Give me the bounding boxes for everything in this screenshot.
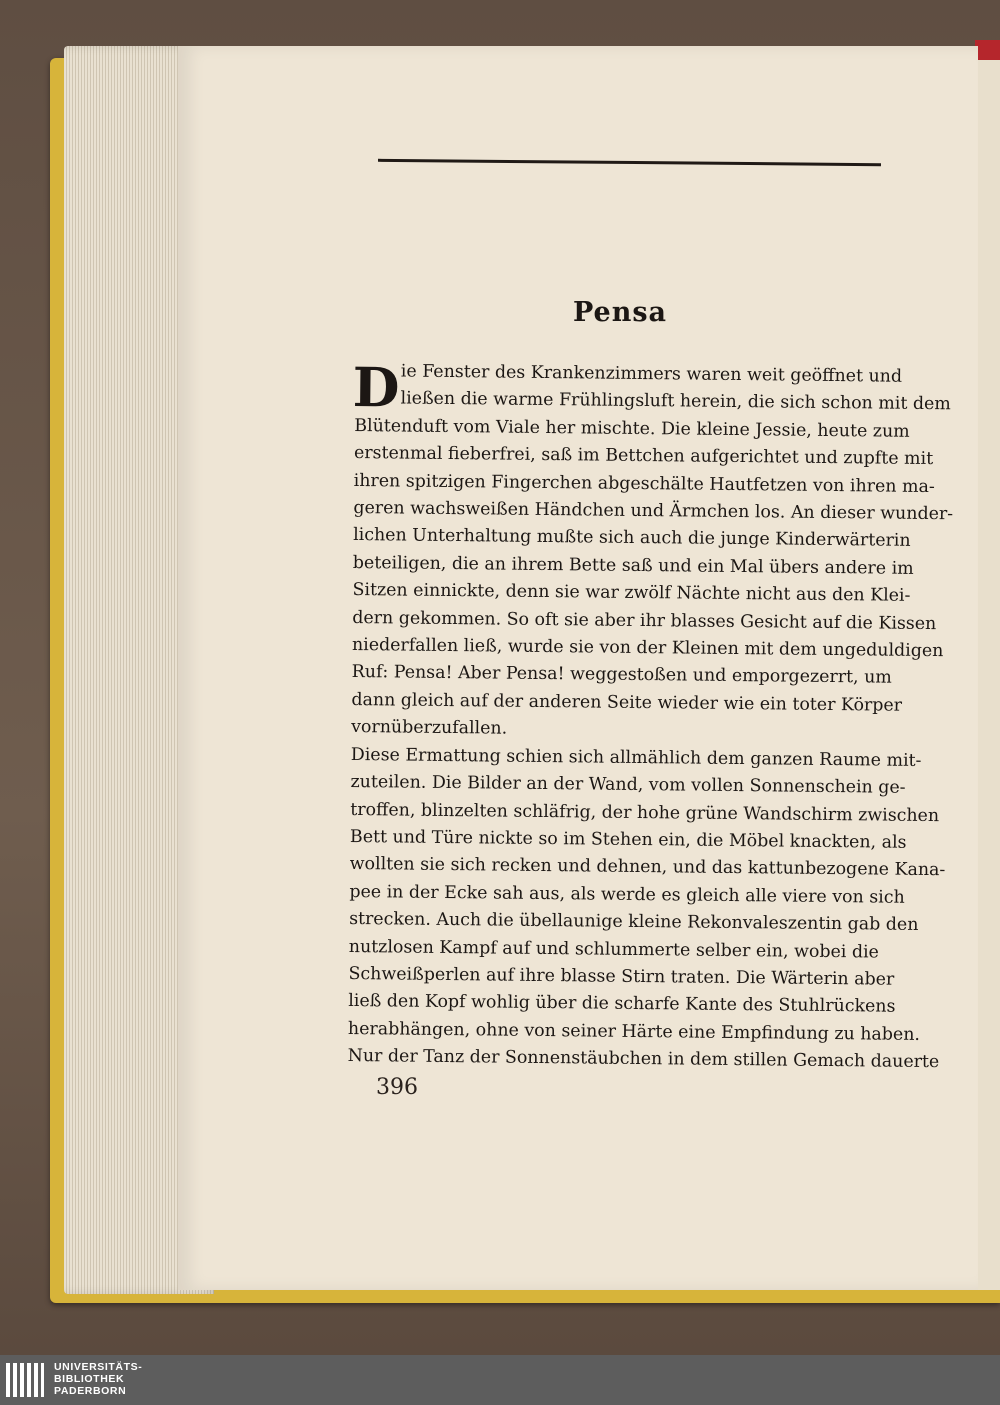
text-line: vornüberzufallen. (351, 717, 508, 739)
text-line: dann gleich auf der anderen Seite wieder wie ein toter Körper (351, 689, 903, 716)
text-line: Schweißperlen auf ihre blasse Stirn traten. Die Wärterin aber (348, 963, 895, 990)
text-line: zuteilen. Die Bilder an der Wand, vom vollen Sonnenschein ge- (350, 772, 906, 798)
text-line: Bett und Türe nickte so im Stehen ein, die Möbel knackten, als (349, 826, 907, 853)
facing-page-edge (976, 60, 1000, 1290)
text-line: nutzlosen Kampf auf und schlummerte selber ein, wobei die (348, 936, 880, 963)
text-line: Sitzen einnickte, denn sie war zwölf Nächte nicht aus den Klei- (352, 580, 911, 607)
page-number: 396 (376, 1075, 418, 1100)
paragraph-2 (347, 742, 946, 1076)
text-line: Blütenduft vom Viale her mischte. Die kleine Jessie, heute zum (354, 415, 910, 442)
text-line: Nur der Tanz der Sonnenstäubchen in dem stillen Gemach dauerte (347, 1046, 940, 1073)
text-line: erstenmal fieberfrei, saß im Bettchen aufgerichtet und zupfte mit (353, 443, 934, 470)
text-line: troffen, blinzelten schläfrig, der hohe grüne Wandschirm zwischen (350, 799, 940, 826)
text-line: niederfallen ließ, wurde sie von der Kleinen mit dem ungeduldigen (351, 635, 944, 662)
text-line: ihren spitzigen Fingerchen abgeschälte Hautfetzen von ihren ma- (353, 470, 935, 497)
text-line: ließen die warme Frühlingsluft herein, die sich schon mit dem (400, 388, 951, 415)
paragraph-1 (351, 354, 954, 747)
logo-line: UNIVERSITÄTS- (54, 1361, 143, 1373)
drop-cap: D (352, 354, 400, 420)
logo-line: BIBLIOTHEK (54, 1373, 125, 1385)
library-logo-icon (6, 1363, 48, 1397)
page-title: Pensa (572, 297, 668, 328)
text-line: ie Fenster des Krankenzimmers waren weit geöffnet und (400, 361, 903, 387)
text-line: Diese Ermattung schien sich allmählich dem ganzen Raume mit- (350, 744, 922, 771)
text-line: geren wachsweißen Händchen und Ärmchen los. An dieser wunder- (353, 498, 954, 525)
text-line: herabhängen, ohne von seiner Härte eine Empfindung zu haben. (347, 1018, 921, 1045)
body-text (347, 354, 954, 1076)
text-line: pee in der Ecke sah aus, als werde es gleich alle viere von sich (349, 881, 905, 908)
text-line: strecken. Auch die übellaunige kleine Rekonvaleszentin gab den (349, 909, 919, 936)
text-line: wollten sie sich recken und dehnen, und das kattunbezogene Kana- (349, 854, 946, 881)
library-footer (0, 1355, 1000, 1405)
text-line: lichen Unterhaltung mußte sich auch die junge Kinderwärterin (353, 525, 911, 552)
text-line: ließ den Kopf wohlig über die scharfe Kante des Stuhlrückens (348, 991, 896, 1018)
text-line: Ruf: Pensa! Aber Pensa! weggestoßen und emporgezerrt, um (351, 662, 892, 689)
logo-line: PADERBORN (54, 1385, 127, 1397)
text-line: dern gekommen. So oft sie aber ihr blasses Gesicht auf die Kissen (352, 607, 937, 634)
library-logo-text (54, 1361, 142, 1397)
text-line: beteiligen, die an ihrem Bette saß und ein Mal übers andere im (352, 552, 914, 579)
